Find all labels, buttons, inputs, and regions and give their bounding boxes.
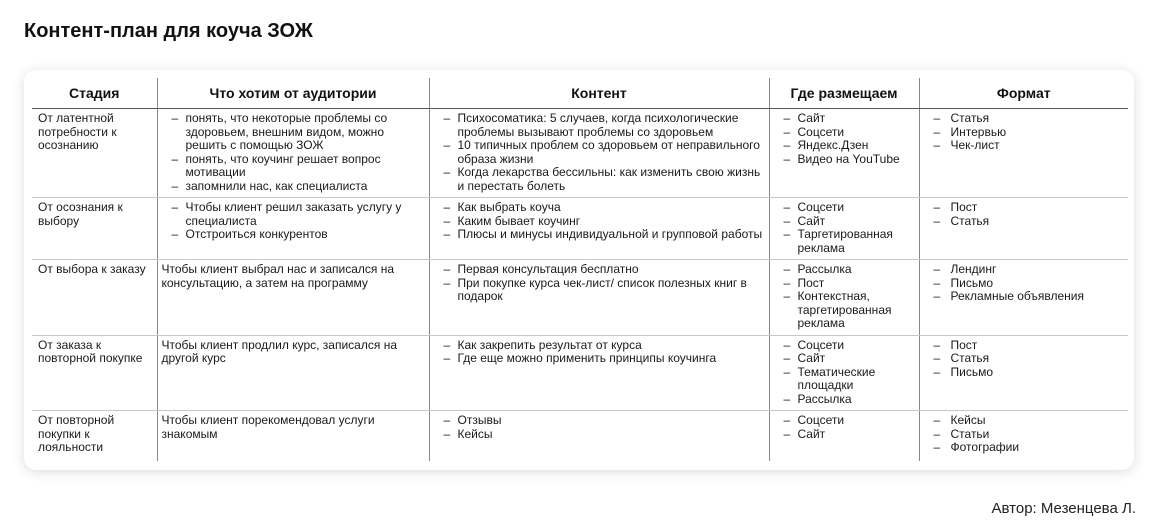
table-row (32, 335, 1128, 411)
where-cell (769, 260, 919, 336)
content-cell (429, 109, 769, 198)
list-item: – Где еще можно применить принципы коучинга (444, 352, 765, 366)
list-item: – Соцсети (784, 339, 915, 353)
header-stage: Стадия (32, 78, 157, 109)
list-item: – Рассылка (784, 263, 915, 277)
list-item: – Кейсы (444, 428, 765, 442)
page-title: Контент-план для коуча ЗОЖ (24, 20, 313, 42)
stage-cell: От повторной покупки к лояльности (38, 413, 115, 454)
want-cell (157, 411, 429, 461)
content-cell (429, 260, 769, 336)
where-cell (769, 109, 919, 198)
content-plan-card (24, 70, 1134, 470)
list-item: – Яндекс.Дзен (784, 139, 915, 153)
list-item: – 10 типичных проблем со здоровьем от неправильного образа жизни (444, 139, 765, 166)
want-cell (157, 260, 429, 336)
list-item: – Первая консультация бесплатно (444, 263, 765, 277)
header-format: Формат (919, 78, 1128, 109)
stage-cell: От выбора к заказу (32, 260, 157, 336)
list-item: – Статья (934, 352, 1125, 366)
header-where: Где размещаем (769, 78, 919, 109)
list-item: – Контекстная, таргетированная реклама (784, 290, 915, 331)
list-item: – Письмо (934, 366, 1125, 380)
list-item: – Чтобы клиент решил заказать услугу у специалиста (172, 201, 425, 228)
list-item: – Как выбрать коуча (444, 201, 765, 215)
list-item: – Письмо (934, 277, 1125, 291)
where-cell (769, 411, 919, 461)
list-item: – Сайт (784, 112, 915, 126)
format-cell (919, 260, 1128, 336)
format-cell (919, 335, 1128, 411)
header-content: Контент (429, 78, 769, 109)
list-item: – Каким бывает коучинг (444, 215, 765, 229)
list-item: – Соцсети (784, 126, 915, 140)
list-item: – понять, что коучинг решает вопрос мотивации (172, 153, 425, 180)
list-item: – Интервью (934, 126, 1125, 140)
list-item: – Кейсы (934, 414, 1125, 428)
content-plan-table (32, 78, 1128, 461)
list-item: – При покупке курса чек-лист/ список полезных книг в подарок (444, 277, 765, 304)
format-cell (919, 109, 1128, 198)
format-cell (919, 411, 1128, 461)
table-row (32, 411, 1128, 461)
format-cell (919, 198, 1128, 260)
list-item: – Сайт (784, 428, 915, 442)
list-item: – Видео на YouTube (784, 153, 915, 167)
list-item: – Пост (784, 277, 915, 291)
table-row (32, 260, 1128, 336)
table-row (32, 198, 1128, 260)
want-text: Чтобы клиент выбрал нас и записался на консультацию, а затем на программу (161, 262, 394, 290)
list-item: – Когда лекарства бессильны: как изменить свою жизнь и перестать болеть (444, 166, 765, 193)
list-item: – Соцсети (784, 414, 915, 428)
list-item: – Пост (934, 339, 1125, 353)
list-item: – Сайт (784, 215, 915, 229)
stage-cell: От заказа к повторной покупке (32, 335, 157, 411)
list-item: – Рассылка (784, 393, 915, 407)
table-header-row (32, 78, 1128, 109)
list-item: – Таргетированная реклама (784, 228, 915, 255)
list-item: – Тематические площадки (784, 366, 915, 393)
list-item: – Соцсети (784, 201, 915, 215)
list-item: – Психосоматика: 5 случаев, когда психологические проблемы вызывают проблемы со здоровьем (444, 112, 765, 139)
where-cell (769, 198, 919, 260)
list-item: – Статья (934, 215, 1125, 229)
author-credit: Автор: Мезенцева Л. (991, 500, 1136, 517)
list-item: – понять, что некоторые проблемы со здоровьем, внешним видом, можно решить с помощью ЗОЖ (172, 112, 425, 153)
want-cell (157, 335, 429, 411)
list-item: – Статья (934, 112, 1125, 126)
stage-cell: От латентной потребности к осознанию (32, 109, 157, 198)
list-item: – Пост (934, 201, 1125, 215)
list-item: – Статьи (934, 428, 1125, 442)
list-item: – Отзывы (444, 414, 765, 428)
list-item: – Сайт (784, 352, 915, 366)
list-item: – запомнили нас, как специалиста (172, 180, 425, 194)
content-cell (429, 198, 769, 260)
list-item: – Как закрепить результат от курса (444, 339, 765, 353)
list-item: – Фотографии (934, 441, 1125, 455)
content-cell (429, 335, 769, 411)
list-item: – Рекламные объявления (934, 290, 1125, 304)
stage-cell: От осознания к выбору (32, 198, 157, 260)
list-item: – Отстроиться конкурентов (172, 228, 425, 242)
want-cell (157, 198, 429, 260)
list-item: – Чек-лист (934, 139, 1125, 153)
want-cell (157, 109, 429, 198)
content-cell (429, 411, 769, 461)
want-text: Чтобы клиент продлил курс, записался на другой курс (161, 337, 397, 365)
where-cell (769, 335, 919, 411)
table-row (32, 109, 1128, 198)
list-item: – Плюсы и минусы индивидуальной и групповой работы (444, 228, 765, 242)
list-item: – Лендинг (934, 263, 1125, 277)
want-text: Чтобы клиент порекомендовал услуги знакомым (161, 413, 375, 441)
header-want: Что хотим от аудитории (157, 78, 429, 109)
